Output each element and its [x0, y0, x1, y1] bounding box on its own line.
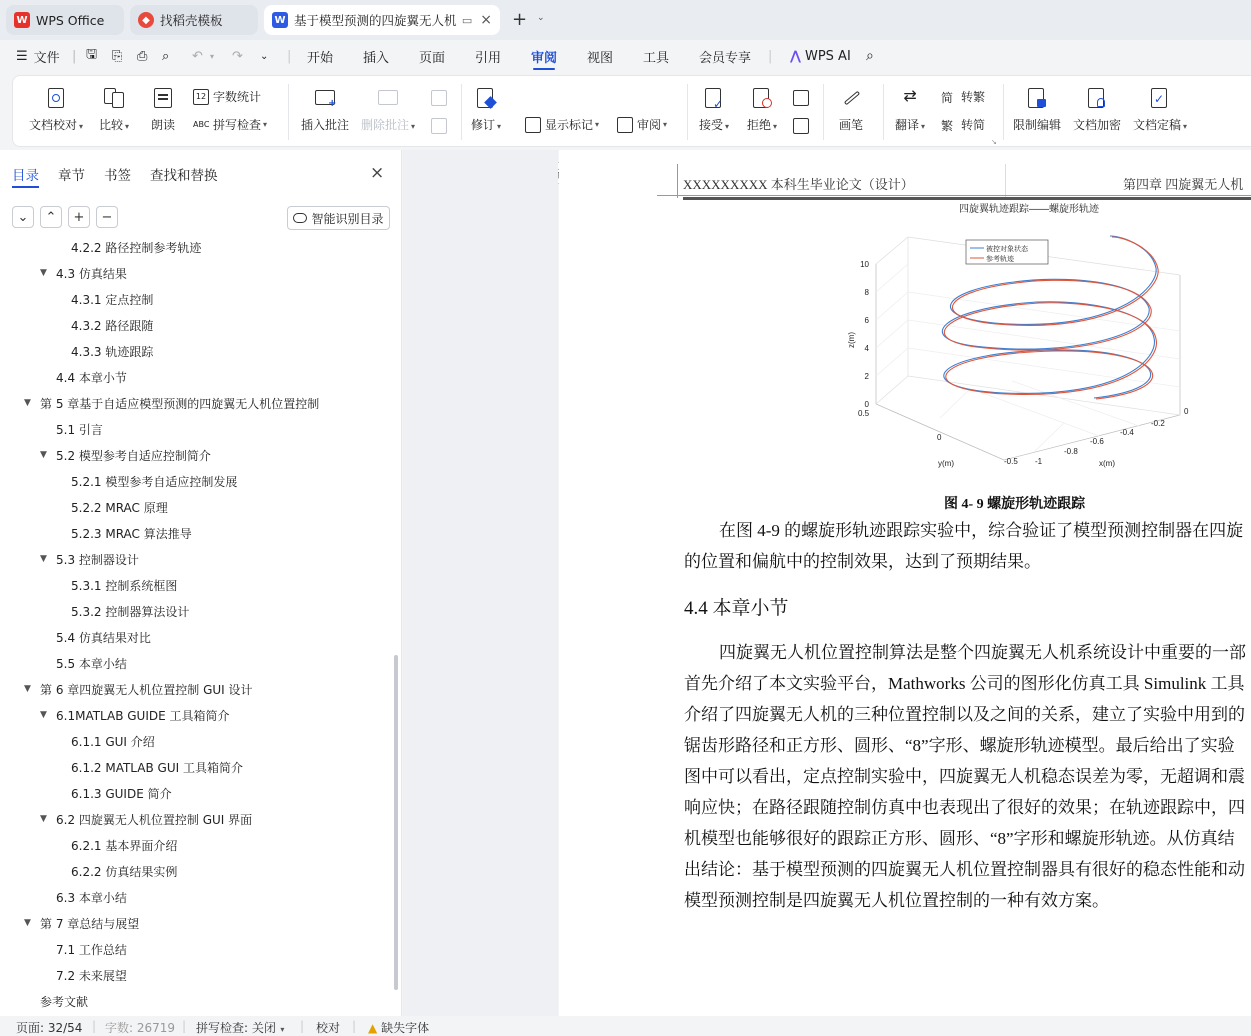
collapse-triangle-icon[interactable]: ▼ [40, 814, 47, 824]
toc-item-label: 6.1MATLAB GUIDE 工具箱简介 [56, 708, 230, 723]
toc-item-label: 7.1 工作总结 [56, 942, 127, 957]
z-tick: 10 [860, 260, 869, 269]
review-ribbon [12, 75, 1251, 147]
axes-grid [876, 237, 1180, 460]
print-preview-icon[interactable]: ⌕ [162, 48, 170, 64]
toc-item[interactable] [40, 988, 88, 1014]
wps-ai-icon: ⋀ [790, 48, 801, 64]
collapse-triangle-icon[interactable]: ▼ [40, 554, 47, 564]
menu-review[interactable]: 审阅 [531, 40, 557, 72]
panel-tab-sections[interactable]: 章节 [58, 168, 85, 184]
word-doc-icon: W [272, 12, 288, 28]
menu-view[interactable]: 视图 [587, 50, 614, 66]
toc-item-label: 6.2.2 仿真结果实例 [71, 864, 178, 879]
undo-dropdown-icon[interactable]: ▾ [210, 51, 215, 61]
traditional-chinese-icon: 简 [941, 90, 954, 105]
toc-item[interactable] [40, 442, 211, 468]
delete-comment-button[interactable]: 删除批注 ▾ [361, 86, 415, 133]
panel-scrollbar[interactable] [394, 655, 398, 990]
toc-item[interactable] [56, 884, 127, 910]
legend-reference-label: 参考轨迹 [986, 255, 1014, 263]
restrict-edit-icon [1025, 86, 1049, 110]
toc-item[interactable] [56, 624, 151, 650]
encrypt-icon [1085, 86, 1109, 110]
toc-item-label: 5.4 仿真结果对比 [56, 630, 151, 645]
accept-button[interactable]: ✓ 接受 ▾ [699, 86, 729, 133]
save-icon[interactable]: 🖫 [86, 47, 98, 62]
chart-legend [966, 240, 1048, 264]
toc-item-label: 第 6 章四旋翼无人机位置控制 GUI 设计 [40, 682, 253, 697]
ribbon-separator [883, 84, 884, 140]
toc-item[interactable] [56, 936, 127, 962]
toc-item-label: 第 5 章基于自适应模型预测的四旋翼无人机位置控制 [40, 396, 320, 411]
prev-comment-button[interactable] [431, 90, 451, 106]
smart-recognize-icon [293, 213, 307, 223]
toc-item-label: 4.2.2 路径控制参考轨迹 [71, 240, 202, 255]
dialog-launcher-icon[interactable]: ↘ [991, 138, 997, 146]
collapse-all-button[interactable] [40, 206, 62, 228]
y-tick: -0.5 [1004, 457, 1018, 466]
read-aloud-button[interactable]: 朗读 [151, 86, 175, 133]
toc-item[interactable] [56, 416, 103, 442]
docer-icon: ◆ [138, 12, 154, 28]
paragraph-line: 机模型也能够很好的跟踪正方形、圆形、“8”字形和螺旋形轨迹。从仿真结 [684, 829, 1235, 848]
remove-heading-button[interactable] [96, 206, 118, 228]
insert-comment-button[interactable]: + 插入批注 [301, 86, 349, 133]
toc-item-label: 7.2 未来展望 [56, 968, 127, 983]
review-pane-button[interactable]: 审阅 ▾ [617, 116, 667, 133]
toc-item-label: 第 7 章总结与展望 [40, 916, 140, 931]
x-tick: -0.6 [1090, 437, 1104, 446]
warning-icon: ▲ [368, 1021, 378, 1035]
restrict-edit-button[interactable]: 限制编辑 [1013, 86, 1061, 133]
toc-item[interactable] [71, 598, 189, 624]
status-separator: | [182, 1019, 187, 1033]
y-axis-ticks [858, 409, 1018, 466]
menu-separator: | [72, 48, 77, 64]
z-axis-label: z(m) [847, 332, 856, 348]
toc-item-label: 5.3 控制器设计 [56, 552, 139, 567]
smart-toc-button[interactable]: 智能识别目录 [287, 206, 390, 230]
prev-comment-icon [431, 90, 447, 106]
finalize-button[interactable]: ✓ 文档定稿 ▾ [1133, 86, 1187, 133]
pen-button[interactable]: 画笔 [839, 86, 863, 133]
doc-check-icon [44, 86, 68, 110]
z-tick: 6 [864, 316, 869, 325]
toc-item[interactable] [71, 286, 153, 312]
tab-current-document[interactable]: W 基于模型预测的四旋翼无人机 ▭ × [264, 5, 500, 35]
toc-item-label: 6.2 四旋翼无人机位置控制 GUI 界面 [56, 812, 253, 827]
collapse-triangle-icon[interactable]: ▼ [40, 450, 47, 460]
toc-item[interactable] [71, 832, 177, 858]
toc-item[interactable] [56, 962, 127, 988]
z-tick: 2 [864, 372, 869, 381]
more-quick-chevron-icon[interactable]: ⌄ [260, 50, 269, 62]
toc-item-label: 6.1.3 GUIDE 简介 [71, 786, 172, 801]
paragraph-line: 出结论：基于模型预测的四旋翼无人机位置控制器具有很好的稳态性能和动 [684, 860, 1245, 879]
toc-item-label: 5.5 本章小结 [56, 656, 127, 671]
helix-trajectory-figure [824, 198, 1209, 478]
legend-actual-label: 被控对象状态 [986, 245, 1028, 253]
toc-item[interactable] [24, 390, 319, 416]
toc-item-label: 6.1.1 GUI 介绍 [71, 734, 155, 749]
track-changes-icon [474, 86, 498, 110]
y-axis-label: y(m) [938, 459, 954, 468]
insert-comment-icon: + [313, 86, 337, 110]
toc-item[interactable] [71, 754, 243, 780]
toc-item-label: 4.3 仿真结果 [56, 266, 127, 281]
menu-page[interactable]: 页面 [419, 50, 446, 66]
x-axis-ticks [1035, 407, 1189, 466]
menu-references[interactable]: 引用 [475, 50, 502, 66]
word-count-icon: 12 [193, 89, 209, 105]
toc-item[interactable] [71, 338, 153, 364]
toc-item-label: 4.3.3 轨迹跟踪 [71, 344, 154, 359]
figure-title: 四旋翼轨迹跟踪——螺旋形轨迹 [959, 204, 1099, 215]
toc-item[interactable] [40, 260, 127, 286]
collapse-triangle-icon[interactable]: ▼ [24, 398, 31, 408]
add-heading-button[interactable] [68, 206, 90, 228]
review-pane-icon [617, 117, 633, 133]
toc-item-label: 6.2.1 基本界面介绍 [71, 838, 178, 853]
search-icon[interactable]: ⌕ [866, 48, 874, 64]
toc-item[interactable] [24, 910, 139, 936]
toc-item[interactable] [40, 806, 252, 832]
header-divider [1005, 164, 1006, 198]
compare-button[interactable]: 比较 ▾ [99, 86, 129, 133]
toc-item[interactable] [71, 728, 155, 754]
status-bar [0, 1016, 1251, 1036]
next-comment-button[interactable] [431, 118, 451, 134]
toc-item[interactable] [40, 546, 139, 572]
compare-icon [102, 86, 126, 110]
spell-check-button[interactable]: ABC 拼写检查 ▾ [193, 118, 268, 132]
header-rule-thin [657, 195, 1251, 196]
paragraph-line: 锯齿形路径和正方形、圆形、“8”字形、螺旋形轨迹模型。最后给出了实验 [684, 736, 1235, 755]
status-separator: | [300, 1019, 305, 1033]
wps-ai-button[interactable]: ⋀ WPS AI [790, 48, 851, 64]
tab-wps-office[interactable]: W WPS Office [6, 5, 124, 35]
toc-item-label: 5.2 模型参考自适应控制简介 [56, 448, 211, 463]
toc-item[interactable] [71, 312, 153, 338]
panel-tab-bookmarks[interactable]: 书签 [104, 168, 131, 184]
file-menu[interactable]: ☰ 文件 [16, 48, 60, 66]
collapse-triangle-icon[interactable]: ▼ [40, 710, 47, 720]
next-change-button[interactable] [793, 118, 813, 134]
ribbon-separator [1003, 84, 1004, 140]
z-tick: 8 [864, 288, 869, 297]
screen-icon[interactable]: ▭ [461, 13, 473, 27]
minus-icon: − [101, 209, 113, 225]
x-tick: -1 [1035, 457, 1043, 466]
collapse-triangle-icon[interactable]: ▼ [24, 918, 31, 928]
menu-bar [0, 40, 1251, 72]
paragraph-line: 模型预测控制是四旋翼无人机位置控制的一种有效方案。 [684, 891, 1109, 910]
to-traditional-button[interactable]: 简 转繁 [941, 90, 986, 105]
toc-list [0, 236, 392, 1016]
page-header-left: XXXXXXXXX 本科生毕业论文（设计） [683, 177, 914, 192]
toc-item[interactable] [71, 236, 201, 260]
reject-icon [750, 86, 774, 110]
reject-button[interactable]: 拒绝 ▾ [747, 86, 777, 133]
spell-check-icon: ABC [193, 119, 210, 129]
x-axis-label: x(m) [1099, 459, 1115, 468]
toc-item[interactable] [71, 572, 177, 598]
word-count-button[interactable]: 12 字数统计 [193, 88, 261, 105]
translate-icon: ⇄ [903, 86, 917, 105]
redo-icon[interactable]: ↷ [232, 48, 243, 64]
menu-tools[interactable]: 工具 [643, 50, 670, 66]
close-panel-icon[interactable]: × [370, 163, 385, 183]
next-comment-icon [431, 118, 447, 134]
paragraph-line: 介绍了四旋翼无人机的三种位置控制以及之间的关系，建立了实验中用到的 [684, 705, 1245, 724]
menu-insert[interactable]: 插入 [363, 50, 390, 66]
finalize-icon: ✓ [1148, 86, 1172, 110]
toc-item[interactable] [56, 364, 127, 390]
x-tick: -0.8 [1064, 447, 1078, 456]
collapse-triangle-icon[interactable]: ▼ [40, 268, 47, 278]
paragraph-line: 首先介绍了本文实验平台，Mathworks 公司的图形化仿真工具 Simulink 工具 [684, 674, 1245, 693]
y-tick: 0.5 [858, 409, 870, 418]
page-indicator[interactable]: 页面: 32/54 [16, 1021, 83, 1035]
paragraph-line: 四旋翼无人机位置控制算法是整个四旋翼无人机系统设计中重要的一部 [719, 643, 1246, 662]
plus-icon: + [73, 209, 85, 225]
toc-item-label: 4.4 本章小节 [56, 370, 127, 385]
toc-item[interactable] [56, 650, 127, 676]
ribbon-separator [461, 84, 462, 140]
margin-mark [677, 164, 678, 198]
print-icon[interactable]: ⎙ [137, 48, 148, 64]
toc-item-label: 5.2.1 模型参考自适应控制发展 [71, 474, 238, 489]
paragraph-line: 图中可以看出，定点控制实验中，四旋翼无人机稳态误差为零，无超调和震 [684, 767, 1245, 786]
undo-icon[interactable]: ↶ [192, 48, 203, 64]
x-tick: 0 [1184, 407, 1189, 416]
toc-item[interactable] [40, 702, 230, 728]
read-aloud-icon [151, 86, 175, 110]
z-axis-ticks [860, 260, 869, 409]
spell-check-status[interactable]: 拼写检查: 关闭 ▾ [196, 1021, 285, 1035]
document-canvas [403, 150, 558, 1016]
toc-item-label: 4.3.2 路径跟随 [71, 318, 154, 333]
menu-separator: | [768, 48, 773, 64]
collapse-triangle-icon[interactable]: ▼ [24, 684, 31, 694]
toc-item-label: 5.3.2 控制器算法设计 [71, 604, 190, 619]
title-bar [0, 0, 1251, 40]
toc-item[interactable] [71, 468, 237, 494]
toc-item[interactable] [24, 676, 253, 702]
status-separator: | [352, 1019, 357, 1033]
paragraph-line: 响应快；在路径跟随控制仿真中也表现出了很好的效果；在轨迹跟踪中，四 [684, 798, 1245, 817]
toc-item-label: 5.1 引言 [56, 422, 103, 437]
close-tab-icon[interactable]: × [480, 12, 492, 28]
show-markup-button[interactable]: 显示标记 ▾ [525, 116, 599, 133]
paragraph-line: 的位置和偏航中的控制效果，达到了预期结果。 [684, 552, 1041, 571]
translate-button[interactable]: ⇄ 翻译 ▾ [895, 86, 926, 132]
toc-item[interactable] [71, 520, 192, 546]
toc-item-label: 6.1.2 MATLAB GUI 工具箱简介 [71, 760, 243, 775]
z-tick: 4 [864, 344, 869, 353]
tab-docer-templates[interactable]: ◆ 找稻壳模板 [130, 5, 258, 35]
document-page [559, 150, 1251, 1016]
panel-tab-find-replace[interactable]: 查找和替换 [150, 168, 218, 184]
toc-item[interactable] [71, 858, 177, 884]
word-count-status[interactable]: 字数: 26719 [105, 1021, 176, 1035]
panel-tab-toc[interactable]: 目录 [12, 164, 39, 184]
y-tick: 0 [937, 433, 942, 442]
doc-check-button[interactable]: 文档校对 ▾ [29, 86, 83, 133]
ribbon-separator [823, 84, 824, 140]
menu-member[interactable]: 会员专享 [699, 50, 752, 66]
figure-caption: 图 4- 9 螺旋形轨迹跟踪 [944, 497, 1086, 512]
show-markup-icon [525, 117, 541, 133]
toc-item-label: 参考文献 [40, 994, 89, 1009]
expand-all-button[interactable] [12, 206, 34, 228]
page-header-right: 第四章 四旋翼无人机 [1123, 177, 1244, 192]
section-heading: 4.4 本章小节 [684, 598, 789, 619]
x-tick: -0.2 [1151, 419, 1165, 428]
toc-item[interactable] [71, 494, 168, 520]
paragraph-line: 在图 4-9 的螺旋形轨迹跟踪实验中，综合验证了模型预测控制器在四旋 [719, 521, 1244, 540]
ribbon-separator [288, 84, 289, 140]
prev-change-button[interactable] [793, 90, 813, 106]
toc-item-label: 5.2.3 MRAC 算法推导 [71, 526, 192, 541]
to-simplified-button[interactable]: 繁 转简 [941, 118, 986, 133]
chevron-down-icon: ⌄ [17, 209, 29, 225]
next-change-icon [793, 118, 809, 134]
ribbon-separator [687, 84, 688, 140]
new-tab-plus-icon[interactable]: + [512, 9, 528, 30]
tab-list-chevron-icon[interactable]: ⌄ [537, 13, 545, 23]
menu-home[interactable]: 开始 [307, 50, 334, 66]
output-pdf-icon[interactable]: ⎘ [112, 48, 123, 64]
encrypt-button[interactable]: 文档加密 [1073, 86, 1121, 133]
toc-item[interactable] [71, 780, 172, 806]
prev-change-icon [793, 90, 809, 106]
status-separator: | [92, 1019, 97, 1033]
chevron-up-icon: ⌃ [45, 209, 57, 225]
toc-item-label: 5.3.1 控制系统框图 [71, 578, 178, 593]
track-changes-button[interactable]: 修订 ▾ [471, 86, 501, 133]
wps-logo-icon: W [14, 12, 30, 28]
pen-icon [839, 86, 863, 110]
missing-font-status[interactable]: ▲ 缺失字体 [368, 1021, 430, 1035]
toc-item-label: 5.2.2 MRAC 原理 [71, 500, 168, 515]
toc-item-label: 4.3.1 定点控制 [71, 292, 154, 307]
x-tick: -0.4 [1120, 428, 1134, 437]
delete-comment-icon [376, 86, 400, 110]
z-tick: 0 [864, 400, 869, 409]
menu-separator: | [287, 48, 292, 64]
accept-icon: ✓ [702, 86, 726, 110]
proofread-status[interactable]: 校对 [316, 1021, 341, 1035]
simplified-chinese-icon: 繁 [941, 118, 954, 133]
toc-item-label: 6.3 本章小结 [56, 890, 127, 905]
hamburger-icon: ☰ [16, 48, 28, 64]
